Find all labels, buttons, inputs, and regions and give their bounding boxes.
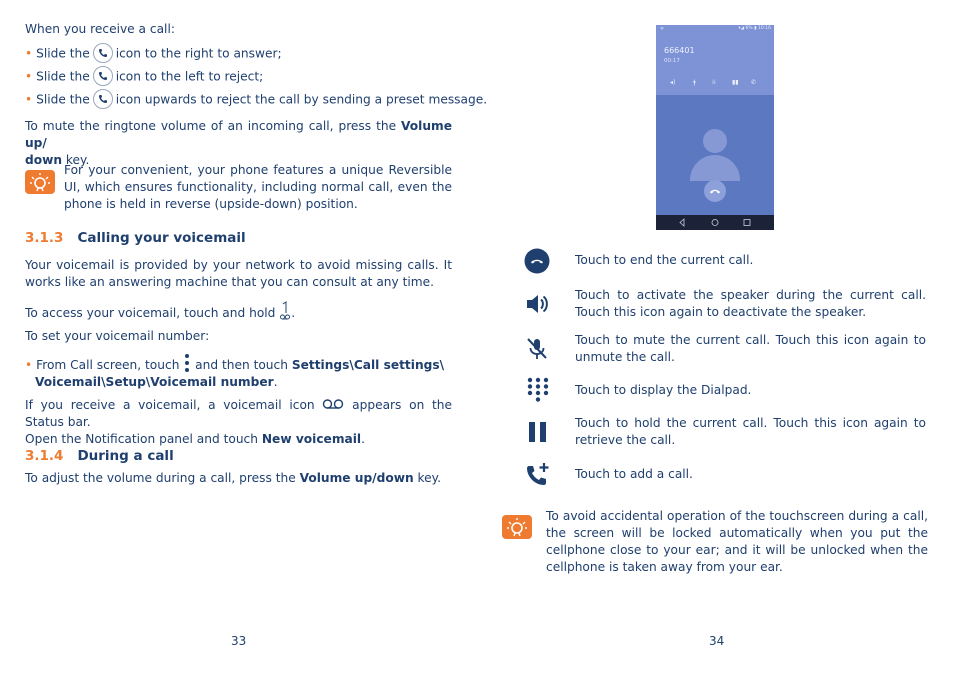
- voicemail-access: To access your voicemail, touch and hold .: [25, 301, 295, 322]
- tip-reversible-ui: For your convenient, your phone features a unique Reversible UI, which ensures functionality, including normal call, even the phone is held in reverse (upside-down) position.: [64, 163, 452, 211]
- voicemail-intro: Your voicemail is provided by your network to avoid missing calls. It works like an answering machine that you can consult at any time.: [25, 258, 452, 289]
- pause-icon: [527, 420, 557, 450]
- hold-desc: Touch to hold the current call. Touch this icon again to retrieve the call.: [575, 416, 926, 447]
- section-heading-313: 3.1.3 Calling your voicemail: [25, 230, 246, 246]
- dialpad-desc: Touch to display the Dialpad.: [575, 383, 752, 397]
- status-bar: [656, 25, 774, 34]
- phone-icon: [93, 89, 113, 109]
- bullet-message: • Slide the icon upwards to reject the call by sending a preset message.: [25, 90, 487, 110]
- tip-icon: [502, 515, 532, 539]
- voicemail-receive: If you receive a voicemail, a voicemail icon appears on the Status bar. Open the Notification panel and touch New voicemail.: [25, 398, 453, 446]
- add-call-icon: [525, 461, 555, 491]
- signal-icon: ᯤ: [660, 27, 665, 32]
- dialpad-icon: [527, 377, 557, 407]
- more-options-icon: [183, 353, 191, 371]
- call-controls-row: [656, 79, 774, 89]
- page-number-right: 34: [709, 634, 725, 648]
- speaker-icon[interactable]: ◂): [670, 79, 676, 86]
- voicemail-icon: [322, 398, 344, 410]
- intro-text: When you receive a call:: [25, 22, 175, 36]
- end-call-button[interactable]: [704, 180, 726, 202]
- tip-screen-lock: To avoid accidental operation of the touchscreen during a call, the screen will be locked automatically when you put the cellphone close to your ear; and it will be unlocked when the cellphone is taken away from your ear.: [546, 509, 928, 574]
- add-call-icon[interactable]: ✆: [751, 79, 757, 86]
- pause-icon[interactable]: ▮▮: [732, 79, 739, 86]
- during-call-text: To adjust the volume during a call, press the Volume up/down key.: [25, 471, 442, 485]
- avatar-head: [703, 129, 727, 153]
- mute-mic-icon: [524, 336, 554, 366]
- dialpad-icon[interactable]: ⁞⁞: [712, 79, 716, 86]
- phone-icon: [93, 66, 113, 86]
- recents-icon: [744, 220, 750, 226]
- call-timer: 00:17: [664, 58, 680, 64]
- status-indicators: ▾◢ 6% ▮ 10:16: [738, 26, 771, 31]
- page-number-left: 33: [231, 634, 247, 648]
- key-1-voicemail-icon: [279, 301, 291, 319]
- voicemail-set: To set your voicemail number:: [25, 329, 210, 343]
- back-icon: [680, 219, 684, 226]
- call-header: [656, 25, 774, 95]
- section-heading-314: 3.1.4 During a call: [25, 448, 174, 464]
- end-call-desc: Touch to end the current call.: [575, 253, 754, 267]
- mute-desc: Touch to mute the current call. Touch this icon again to unmute the call.: [575, 333, 926, 364]
- speaker-icon: [524, 291, 554, 321]
- end-call-icon: [524, 248, 554, 278]
- phone-call-screenshot: [656, 25, 774, 230]
- nav-bar: [656, 215, 774, 230]
- add-call-desc: Touch to add a call.: [575, 467, 693, 481]
- mute-mic-icon[interactable]: ǂ: [693, 79, 696, 86]
- bullet-reject: • Slide the icon to the left to reject;: [25, 67, 263, 87]
- bullet-answer: • Slide the icon to the right to answer;: [25, 44, 282, 64]
- speaker-desc: Touch to activate the speaker during the current call. Touch this icon again to deactivate the speaker.: [575, 288, 926, 319]
- caller-number: 666401: [664, 46, 695, 55]
- mute-paragraph: To mute the ringtone volume of an incoming call, press the Volume up/ down key.: [25, 119, 452, 167]
- tip-icon: [25, 170, 55, 194]
- avatar-body: [690, 155, 740, 181]
- phone-icon: [93, 43, 113, 63]
- home-icon: [712, 220, 718, 226]
- voicemail-setup-bullet: • From Call screen, touch and then touch Settings\Call settings\ Voicemail\Setup\Voicemail number.: [25, 353, 452, 391]
